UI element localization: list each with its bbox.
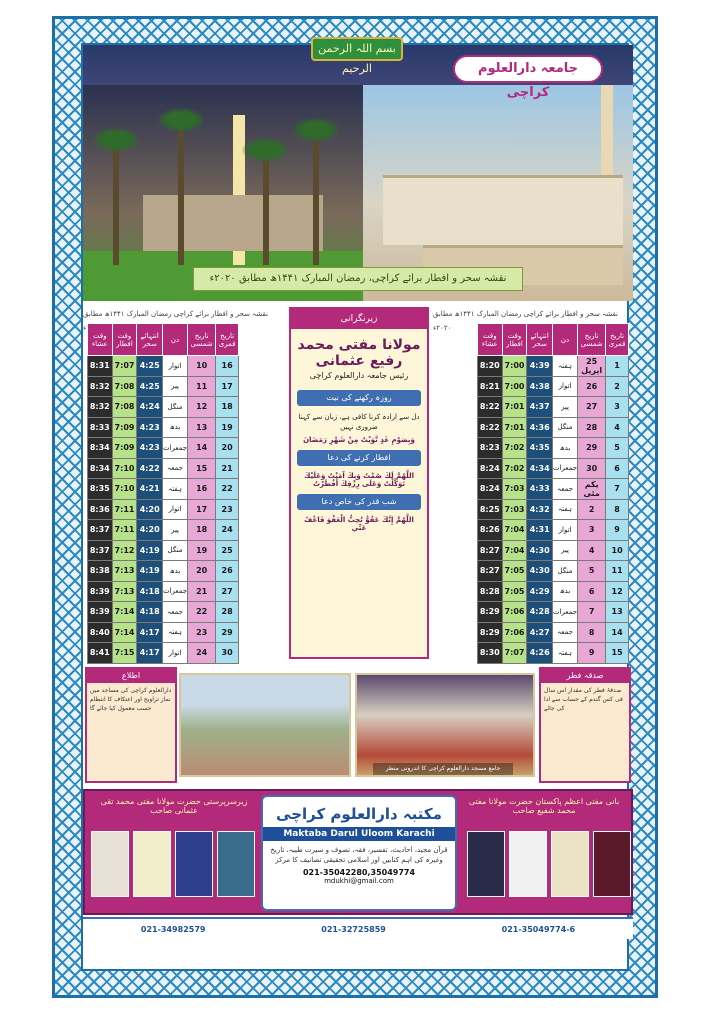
timetable-section (83, 307, 633, 663)
cell-solar: 30 (578, 458, 606, 479)
cell-iftar: 7:07 (112, 356, 137, 377)
cell-sehri: 4:23 (137, 417, 163, 438)
table-row (478, 458, 629, 479)
cell-isha: 8:29 (478, 602, 503, 623)
right-timetable (477, 323, 629, 664)
cell-solar: 6 (578, 581, 606, 602)
table-row (88, 438, 239, 459)
cell-day: جمعرات (552, 458, 577, 479)
qadr-dua: اللَّهُمَّ إِنَّكَ عَفُوٌّ تُحِبُّ الْعَفْوَ فَاعْفُ عَنِّي (304, 516, 414, 532)
table-row (478, 356, 629, 377)
cell-day: منگل (162, 540, 187, 561)
bismillah-banner: بسم اللہ الرحمن الرحیم (311, 37, 403, 61)
cell-solar: 8 (578, 622, 606, 643)
cell-day: اتوار (162, 356, 187, 377)
cell-solar: 21 (188, 581, 216, 602)
cell-fast: 23 (216, 499, 239, 520)
palm-tree (178, 125, 184, 265)
cell-fast: 29 (216, 622, 239, 643)
book-cover (91, 831, 129, 897)
cell-day: ہفتہ (552, 499, 577, 520)
cell-iftar: 7:03 (502, 479, 527, 500)
cell-sehri: 4:17 (137, 622, 163, 643)
col-isha: وقت عشاء (478, 324, 503, 356)
hero-image (83, 45, 633, 301)
cell-sehri: 4:33 (527, 479, 553, 500)
cell-solar: 20 (188, 561, 216, 582)
maktaba-description: قرآن مجید، احادیث، تفسیر، فقہ، تصوف و سیرت طیبہ، تاریخ وغیرہ کی اہم کتابیں اور اسلامی تحقیقی تصانیف کا مرکز (270, 846, 448, 864)
cell-fast: 6 (606, 458, 629, 479)
cell-fast: 14 (606, 622, 629, 643)
table-row (478, 438, 629, 459)
cell-sehri: 4:19 (137, 540, 163, 561)
cell-iftar: 7:00 (502, 376, 527, 397)
cell-isha: 8:39 (88, 602, 113, 623)
cell-fast: 9 (606, 520, 629, 541)
cell-day: جمعہ (552, 622, 577, 643)
cell-isha: 8:36 (88, 499, 113, 520)
cell-fast: 24 (216, 520, 239, 541)
cell-isha: 8:23 (478, 438, 503, 459)
col-solar: تاریخ شمسی (578, 324, 606, 356)
cell-isha: 8:39 (88, 581, 113, 602)
cell-iftar: 7:06 (502, 602, 527, 623)
col-iftar: وقت افطار (502, 324, 527, 356)
cell-day: پیر (162, 376, 187, 397)
cell-sehri: 4:26 (527, 643, 553, 664)
poster-frame (52, 16, 658, 998)
cell-isha: 8:21 (478, 376, 503, 397)
table-row (478, 417, 629, 438)
institution-title: جامعہ دارالعلوم کراچی (453, 55, 603, 83)
cell-sehri: 4:39 (527, 356, 553, 377)
cell-sehri: 4:17 (137, 643, 163, 664)
book-cover (467, 831, 505, 897)
cell-isha: 8:30 (478, 643, 503, 664)
cell-fast: 5 (606, 438, 629, 459)
minaret (601, 85, 613, 175)
maktaba-title: مکتبہ دارالعلوم کراچی (276, 805, 442, 823)
cell-fast: 30 (216, 643, 239, 664)
palm-tree (313, 135, 319, 265)
maktaba-email: mdukhi@gmail.com (324, 877, 394, 885)
poster-body (81, 43, 629, 971)
cell-day: اتوار (552, 520, 577, 541)
cell-iftar: 7:03 (502, 499, 527, 520)
supervisor-name: مولانا مفتی محمد رفیع عثمانی (297, 337, 421, 369)
cell-solar: 16 (188, 479, 216, 500)
cell-solar: 15 (188, 458, 216, 479)
cell-sehri: 4:34 (527, 458, 553, 479)
book-cover (217, 831, 255, 897)
col-day: دن (552, 324, 577, 356)
cell-solar: 2 (578, 499, 606, 520)
cell-solar: 14 (188, 438, 216, 459)
table-row (88, 602, 239, 623)
cell-solar: 24 (188, 643, 216, 664)
cell-isha: 8:38 (88, 561, 113, 582)
cell-fast: 18 (216, 397, 239, 418)
mosque-interior-photo (355, 673, 535, 777)
cell-day: منگل (162, 397, 187, 418)
table-row (478, 602, 629, 623)
cell-day: ہفتہ (552, 356, 577, 377)
cell-fast: 4 (606, 417, 629, 438)
col-isha: وقت عشاء (88, 324, 113, 356)
left-table-caption: نقشہ سحر و افطار برائے کراچی رمضان المبارک ۱۴۴۱ھ مطابق ء (83, 310, 268, 332)
footer-phone-left: 021-34982579 (140, 924, 206, 934)
cell-fast: 15 (606, 643, 629, 664)
cell-day: ہفتہ (162, 479, 187, 500)
cell-isha: 8:24 (478, 458, 503, 479)
cell-iftar: 7:01 (502, 397, 527, 418)
cell-isha: 8:24 (478, 479, 503, 500)
cell-day: ہفتہ (552, 643, 577, 664)
photo-caption: جامع مسجد دارالعلوم کراچی کا اندرونی منظر (373, 763, 513, 775)
cell-sehri: 4:30 (527, 561, 553, 582)
cell-isha: 8:22 (478, 417, 503, 438)
book-cover (509, 831, 547, 897)
cell-day: بدھ (162, 561, 187, 582)
cell-sehri: 4:19 (137, 561, 163, 582)
cell-solar: 7 (578, 602, 606, 623)
cell-fast: 13 (606, 602, 629, 623)
palm-tree (263, 155, 269, 265)
cell-isha: 8:32 (88, 397, 113, 418)
left-timetable (87, 323, 239, 664)
iftar-dua-heading: افطار کرنے کی دعا (297, 450, 421, 466)
footer-phone-right: 021-35049774-6 (501, 924, 576, 934)
table-row (88, 581, 239, 602)
col-fast: تاریخ قمری (606, 324, 629, 356)
cell-day: اتوار (162, 499, 187, 520)
cell-isha: 8:37 (88, 520, 113, 541)
cell-isha: 8:25 (478, 499, 503, 520)
table-row (478, 561, 629, 582)
cell-sehri: 4:36 (527, 417, 553, 438)
cell-isha: 8:34 (88, 458, 113, 479)
table-row (88, 540, 239, 561)
col-iftar: وقت افطار (112, 324, 137, 356)
cell-isha: 8:27 (478, 561, 503, 582)
iftar-dua: اللَّهُمَّ لَكَ صُمْتُ وَبِكَ آمَنْتُ وَعَلَيْكَ تَوَكَّلْتُ وَعَلَى رِزْقِكَ أَفْطَرْتُ (303, 472, 415, 488)
notice-right-text: صدقۂ فطر کی مقدار اس سال فی کس گندم کے حساب سے ادا کی جائے (544, 687, 623, 712)
cell-sehri: 4:18 (137, 581, 163, 602)
campus-building (383, 175, 623, 245)
cell-sehri: 4:27 (527, 622, 553, 643)
cell-fast: 3 (606, 397, 629, 418)
book-cover (175, 831, 213, 897)
cell-iftar: 7:05 (502, 561, 527, 582)
cell-solar: 9 (578, 643, 606, 664)
cell-solar: 28 (578, 417, 606, 438)
cell-isha: 8:40 (88, 622, 113, 643)
cell-iftar: 7:06 (502, 622, 527, 643)
notice-left-text: دارالعلوم کراچی کی مساجد میں نماز تراویح اور اعتکاف کا انتظام حسب معمول کیا جائے گا (90, 687, 172, 712)
cell-fast: 21 (216, 458, 239, 479)
cell-solar: 27 (578, 397, 606, 418)
cell-iftar: 7:08 (112, 376, 137, 397)
maktaba-left-heading: زیرسرپرستی حضرت مولانا مفتی محمد تقی عثمانی صاحب (100, 797, 248, 815)
cell-day: جمعہ (162, 458, 187, 479)
cell-sehri: 4:21 (137, 479, 163, 500)
cell-solar: 19 (188, 540, 216, 561)
table-row (88, 417, 239, 438)
table-row (88, 479, 239, 500)
table-row (88, 458, 239, 479)
cell-fast: 25 (216, 540, 239, 561)
maktaba-right-heading: بانی مفتی اعظم پاکستان حضرت مولانا مفتی محمد شفیع صاحب (468, 797, 620, 815)
cell-day: جمعہ (162, 602, 187, 623)
cell-solar: 4 (578, 540, 606, 561)
table-row (88, 397, 239, 418)
cell-iftar: 7:10 (112, 458, 137, 479)
cell-day: منگل (552, 417, 577, 438)
right-table-caption: نقشہ سحر و افطار برائے کراچی رمضان المبارک ۱۴۴۱ھ مطابق ۲۰۲۰ء (433, 310, 618, 332)
cell-fast: 8 (606, 499, 629, 520)
cell-iftar: 7:01 (502, 417, 527, 438)
cell-fast: 7 (606, 479, 629, 500)
cell-isha: 8:31 (88, 356, 113, 377)
cell-sehri: 4:30 (527, 540, 553, 561)
cell-isha: 8:27 (478, 540, 503, 561)
cell-solar: 25 اپریل (578, 356, 606, 377)
cell-solar: یکم مئی (578, 479, 606, 500)
cell-solar: 26 (578, 376, 606, 397)
cell-isha: 8:35 (88, 479, 113, 500)
cell-sehri: 4:20 (137, 499, 163, 520)
notice-right-title: صدقہ فطر (541, 669, 629, 683)
niyyat-text: دل سے ارادہ کرنا کافی ہے، زبان سے کہنا ضروری نہیں (298, 413, 420, 431)
cell-sehri: 4:25 (137, 356, 163, 377)
cell-iftar: 7:07 (502, 643, 527, 664)
notices-row (83, 667, 633, 783)
cell-day: پیر (162, 520, 187, 541)
cell-fast: 20 (216, 438, 239, 459)
table-row (88, 376, 239, 397)
schedule-subtitle: نقشہ سحر و افطار برائے کراچی، رمضان المبارک ۱۴۴۱ھ مطابق ۲۰۲۰ء (193, 267, 523, 291)
cell-fast: 22 (216, 479, 239, 500)
supervisor-role: رئیس جامعہ دارالعلوم کراچی (309, 371, 409, 380)
table-row (478, 540, 629, 561)
cell-sehri: 4:35 (527, 438, 553, 459)
cell-iftar: 7:15 (112, 643, 137, 664)
cell-day: بدھ (552, 581, 577, 602)
cell-isha: 8:37 (88, 540, 113, 561)
cell-iftar: 7:11 (112, 520, 137, 541)
niyyat-heading: روزہ رکھنے کی نیت (297, 390, 421, 406)
cell-fast: 19 (216, 417, 239, 438)
cell-iftar: 7:02 (502, 438, 527, 459)
cell-sehri: 4:23 (137, 438, 163, 459)
cell-solar: 23 (188, 622, 216, 643)
cell-isha: 8:33 (88, 417, 113, 438)
table-row (478, 479, 629, 500)
cell-day: بدھ (552, 438, 577, 459)
cell-iftar: 7:04 (502, 540, 527, 561)
col-sehri: انتہائے سحر (527, 324, 553, 356)
table-row (478, 643, 629, 664)
niyyat-dua: وَبِصَوْمِ غَدٍ نَّوَيْتُ مِنْ شَهْرِ رَمَضَانَ (303, 436, 415, 444)
cell-iftar: 7:12 (112, 540, 137, 561)
cell-sehri: 4:25 (137, 376, 163, 397)
cell-sehri: 4:32 (527, 499, 553, 520)
cell-day: جمعرات (552, 602, 577, 623)
cell-isha: 8:41 (88, 643, 113, 664)
mosque-building (143, 195, 323, 251)
table-row (88, 622, 239, 643)
cell-sehri: 4:24 (137, 397, 163, 418)
notice-left-title: اطلاع (87, 669, 175, 683)
qadr-dua-heading: شب قدر کی خاص دعا (297, 494, 421, 510)
cell-iftar: 7:04 (502, 520, 527, 541)
cell-day: جمعرات (162, 438, 187, 459)
col-sehri: انتہائے سحر (137, 324, 163, 356)
cell-fast: 27 (216, 581, 239, 602)
cell-sehri: 4:29 (527, 581, 553, 602)
table-row (88, 499, 239, 520)
cell-iftar: 7:10 (112, 479, 137, 500)
table-row (88, 643, 239, 664)
cell-iftar: 7:09 (112, 417, 137, 438)
table-row (88, 520, 239, 541)
col-day: دن (162, 324, 187, 356)
supervision-heading: زیرنگرانی (291, 309, 427, 329)
cell-sehri: 4:28 (527, 602, 553, 623)
table-row (478, 581, 629, 602)
cell-iftar: 7:14 (112, 602, 137, 623)
cell-solar: 10 (188, 356, 216, 377)
cell-isha: 8:32 (88, 376, 113, 397)
table-row (88, 356, 239, 377)
cell-solar: 12 (188, 397, 216, 418)
cell-solar: 22 (188, 602, 216, 623)
book-cover (551, 831, 589, 897)
cell-fast: 26 (216, 561, 239, 582)
cell-sehri: 4:31 (527, 520, 553, 541)
cell-iftar: 7:00 (502, 356, 527, 377)
cell-iftar: 7:13 (112, 561, 137, 582)
cell-sehri: 4:18 (137, 602, 163, 623)
col-fast: تاریخ قمری (216, 324, 239, 356)
campus-gate-photo (179, 673, 351, 777)
cell-solar: 29 (578, 438, 606, 459)
cell-iftar: 7:08 (112, 397, 137, 418)
cell-day: جمعرات (162, 581, 187, 602)
cell-day: جمعہ (552, 479, 577, 500)
footer-phone-mid: 021-32725859 (321, 924, 386, 934)
cell-sehri: 4:37 (527, 397, 553, 418)
cell-fast: 28 (216, 602, 239, 623)
cell-day: اتوار (552, 376, 577, 397)
cell-solar: 11 (188, 376, 216, 397)
cell-solar: 18 (188, 520, 216, 541)
cell-sehri: 4:20 (137, 520, 163, 541)
cell-fast: 2 (606, 376, 629, 397)
cell-fast: 1 (606, 356, 629, 377)
cell-day: پیر (552, 397, 577, 418)
cell-iftar: 7:13 (112, 581, 137, 602)
cell-solar: 5 (578, 561, 606, 582)
col-solar: تاریخ شمسی (188, 324, 216, 356)
cell-day: پیر (552, 540, 577, 561)
cell-fast: 10 (606, 540, 629, 561)
cell-day: منگل (552, 561, 577, 582)
cell-fast: 16 (216, 356, 239, 377)
cell-isha: 8:22 (478, 397, 503, 418)
maktaba-section (83, 789, 633, 915)
center-info-panel (289, 307, 429, 659)
cell-iftar: 7:14 (112, 622, 137, 643)
maktaba-info (261, 795, 457, 911)
cell-day: بدھ (162, 417, 187, 438)
cell-iftar: 7:09 (112, 438, 137, 459)
cell-solar: 17 (188, 499, 216, 520)
table-row (478, 520, 629, 541)
notice-right (539, 667, 631, 783)
cell-isha: 8:29 (478, 622, 503, 643)
book-cover (593, 831, 631, 897)
table-row (478, 397, 629, 418)
cell-isha: 8:26 (478, 520, 503, 541)
cell-day: اتوار (162, 643, 187, 664)
maktaba-title-en: Maktaba Darul Uloom Karachi (263, 827, 455, 841)
cell-iftar: 7:02 (502, 458, 527, 479)
cell-fast: 17 (216, 376, 239, 397)
footer-contacts (83, 917, 633, 939)
table-row (88, 561, 239, 582)
table-row (478, 499, 629, 520)
notice-left (85, 667, 177, 783)
cell-sehri: 4:22 (137, 458, 163, 479)
cell-isha: 8:28 (478, 581, 503, 602)
table-row (478, 376, 629, 397)
book-cover (133, 831, 171, 897)
cell-solar: 13 (188, 417, 216, 438)
cell-isha: 8:34 (88, 438, 113, 459)
maktaba-phone: 021-35042280,35049774 (302, 868, 416, 877)
cell-solar: 3 (578, 520, 606, 541)
cell-iftar: 7:11 (112, 499, 137, 520)
cell-day: ہفتہ (162, 622, 187, 643)
palm-tree (113, 145, 119, 265)
cell-sehri: 4:38 (527, 376, 553, 397)
table-row (478, 622, 629, 643)
cell-isha: 8:20 (478, 356, 503, 377)
cell-fast: 12 (606, 581, 629, 602)
cell-iftar: 7:05 (502, 581, 527, 602)
cell-fast: 11 (606, 561, 629, 582)
